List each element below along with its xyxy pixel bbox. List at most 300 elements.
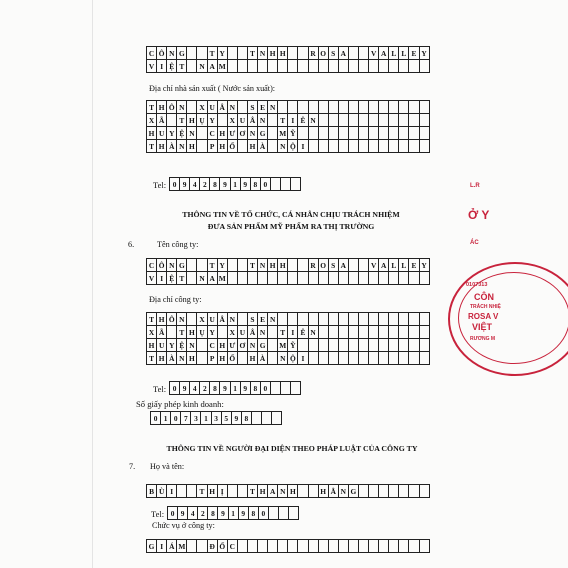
legal-rep-position-label: Chức vụ ở công ty: <box>152 521 215 530</box>
letter-box <box>319 352 329 365</box>
letter-box: H <box>218 352 228 365</box>
letter-box: 9 <box>220 178 230 191</box>
letter-box <box>409 339 419 352</box>
letter-box <box>319 114 329 127</box>
letter-box: 0 <box>261 178 271 191</box>
letter-box <box>359 127 369 140</box>
letter-box: T <box>248 47 258 60</box>
letter-box <box>349 60 359 73</box>
letter-box <box>420 326 430 339</box>
letter-box <box>359 60 369 73</box>
letter-box: 8 <box>242 412 252 425</box>
letter-box <box>359 326 369 339</box>
stamp-fragment-truong: RƯƠNG M <box>470 336 496 342</box>
letter-box: A <box>208 60 218 73</box>
letter-box: V <box>147 272 157 285</box>
letter-box: N <box>268 313 278 326</box>
letter-box <box>420 272 430 285</box>
letter-box <box>399 101 409 114</box>
letter-box <box>309 540 319 553</box>
letter-box <box>309 140 319 153</box>
letter-box <box>409 485 419 498</box>
grid-row <box>147 259 430 272</box>
grid-row <box>147 127 430 140</box>
letter-box <box>409 127 419 140</box>
letter-box <box>298 540 308 553</box>
legal-rep-item-number: 7. <box>129 462 136 471</box>
letter-box: Y <box>208 114 218 127</box>
letter-box <box>420 352 430 365</box>
letter-box <box>389 313 399 326</box>
letter-box <box>291 382 301 395</box>
letter-box: N <box>309 326 319 339</box>
manufacturer-address-grid <box>146 100 430 153</box>
letter-box: Ã <box>157 326 167 339</box>
distributor-address-label: Địa chỉ công ty: <box>149 295 202 304</box>
letter-box: L <box>399 259 409 272</box>
letter-box <box>187 47 197 60</box>
letter-box: M <box>218 60 228 73</box>
letter-box <box>268 326 278 339</box>
legal-rep-tel-grid <box>167 506 299 520</box>
letter-box <box>389 140 399 153</box>
letter-box: 2 <box>198 507 208 520</box>
letter-box: Y <box>208 326 218 339</box>
letter-box: O <box>319 47 329 60</box>
letter-box <box>359 101 369 114</box>
letter-box: E <box>258 313 268 326</box>
letter-box <box>238 47 248 60</box>
letter-box: 2 <box>200 382 210 395</box>
letter-box: Ố <box>228 352 238 365</box>
letter-box <box>309 127 319 140</box>
letter-box <box>379 114 389 127</box>
letter-box <box>272 412 282 425</box>
letter-box: Ố <box>218 540 228 553</box>
letter-box: N <box>197 272 207 285</box>
letter-box <box>268 114 278 127</box>
letter-box: U <box>208 313 218 326</box>
letter-box <box>359 352 369 365</box>
letter-box <box>349 114 359 127</box>
grid-row <box>147 47 430 60</box>
letter-box: C <box>147 47 157 60</box>
letter-box <box>238 60 248 73</box>
letter-box <box>379 272 389 285</box>
letter-box <box>420 127 430 140</box>
distributor-item-number: 6. <box>128 240 135 249</box>
letter-box <box>187 485 197 498</box>
letter-box <box>399 540 409 553</box>
letter-box: M <box>177 540 187 553</box>
letter-box: 0 <box>168 507 178 520</box>
letter-box <box>329 540 339 553</box>
letter-box <box>389 114 399 127</box>
letter-box <box>359 114 369 127</box>
letter-box: B <box>147 485 157 498</box>
letter-box <box>329 326 339 339</box>
distributor-name-grid <box>146 258 430 285</box>
letter-box <box>298 339 308 352</box>
letter-box <box>197 540 207 553</box>
letter-box: À <box>258 140 268 153</box>
letter-box: H <box>187 140 197 153</box>
letter-box: N <box>187 339 197 352</box>
stamp-fragment-number: 0107313 <box>466 282 488 288</box>
letter-box: Â <box>218 313 228 326</box>
letter-box: V <box>369 47 379 60</box>
letter-box: T <box>278 114 288 127</box>
letter-box <box>269 507 279 520</box>
letter-box: 9 <box>220 382 230 395</box>
letter-box: 9 <box>180 178 190 191</box>
letter-box <box>268 540 278 553</box>
letter-box <box>238 140 248 153</box>
letter-box: 8 <box>208 507 218 520</box>
letter-box <box>329 313 339 326</box>
letter-box: 1 <box>201 412 211 425</box>
letter-box: N <box>248 127 258 140</box>
letter-box <box>379 313 389 326</box>
letter-box: Ư <box>228 127 238 140</box>
letter-box: N <box>228 313 238 326</box>
letter-box: N <box>187 127 197 140</box>
letter-box: Ộ <box>288 352 298 365</box>
letter-box: 8 <box>251 382 261 395</box>
letter-box: U <box>238 114 248 127</box>
letter-box <box>167 326 177 339</box>
legal-rep-name-label: Họ và tên: <box>150 462 185 471</box>
letter-box: I <box>157 272 167 285</box>
letter-box <box>298 313 308 326</box>
letter-box <box>379 127 389 140</box>
letter-box <box>271 178 281 191</box>
letter-box: N <box>339 485 349 498</box>
letter-box <box>369 272 379 285</box>
letter-box <box>197 140 207 153</box>
letter-box <box>389 485 399 498</box>
letter-box <box>288 101 298 114</box>
letter-box: N <box>258 47 268 60</box>
letter-box: Â <box>248 114 258 127</box>
letter-box <box>349 352 359 365</box>
letter-box <box>409 114 419 127</box>
grid-row <box>170 382 301 395</box>
letter-box: 5 <box>222 412 232 425</box>
manufacturer-tel-grid <box>169 177 301 191</box>
letter-box <box>420 140 430 153</box>
letter-box <box>349 101 359 114</box>
letter-box: I <box>167 485 177 498</box>
letter-box <box>399 352 409 365</box>
letter-box <box>349 272 359 285</box>
letter-box <box>339 114 349 127</box>
letter-box: H <box>288 485 298 498</box>
letter-box <box>167 114 177 127</box>
legal-rep-tel-label: Tel: <box>151 509 165 519</box>
letter-box: Ỹ <box>288 127 298 140</box>
letter-box: 7 <box>181 412 191 425</box>
letter-box <box>399 485 409 498</box>
letter-box: U <box>157 127 167 140</box>
letter-box <box>238 485 248 498</box>
stamp-fragment-ac: ÁC <box>470 240 479 246</box>
letter-box: N <box>177 352 187 365</box>
grid-row <box>147 140 430 153</box>
letter-box <box>349 326 359 339</box>
letter-box <box>268 140 278 153</box>
letter-box <box>238 101 248 114</box>
letter-box <box>268 60 278 73</box>
stamp-fragment-con: CÔN <box>474 292 494 302</box>
grid-row <box>147 352 430 365</box>
letter-box <box>187 60 197 73</box>
letter-box: T <box>147 313 157 326</box>
letter-box <box>339 352 349 365</box>
letter-box: H <box>218 127 228 140</box>
letter-box <box>278 101 288 114</box>
letter-box <box>262 412 272 425</box>
letter-box <box>389 326 399 339</box>
letter-box: G <box>258 127 268 140</box>
letter-box: H <box>147 127 157 140</box>
letter-box: 1 <box>231 178 241 191</box>
letter-box: H <box>157 352 167 365</box>
legal-rep-position-grid <box>146 539 430 553</box>
distributor-heading-line1: THÔNG TIN VỀ TỔ CHỨC, CÁ NHÂN CHỊU TRÁCH NHIỆM <box>182 210 400 219</box>
letter-box: 8 <box>210 382 220 395</box>
letter-box: 9 <box>178 507 188 520</box>
letter-box: 8 <box>249 507 259 520</box>
letter-box <box>329 140 339 153</box>
letter-box: N <box>278 485 288 498</box>
letter-box <box>268 272 278 285</box>
letter-box: 4 <box>190 178 200 191</box>
letter-box <box>288 313 298 326</box>
letter-box: H <box>157 101 167 114</box>
letter-box <box>298 47 308 60</box>
letter-box: Á <box>167 540 177 553</box>
letter-box: N <box>278 140 288 153</box>
letter-box <box>409 540 419 553</box>
letter-box: 1 <box>231 382 241 395</box>
letter-box: Ệ <box>167 272 177 285</box>
letter-box: Y <box>420 259 430 272</box>
letter-box <box>291 178 301 191</box>
letter-box: Ộ <box>288 140 298 153</box>
letter-box <box>339 101 349 114</box>
letter-box: 0 <box>170 178 180 191</box>
letter-box <box>319 101 329 114</box>
business-license-grid <box>150 411 282 425</box>
letter-box <box>399 313 409 326</box>
letter-box <box>309 272 319 285</box>
letter-box: 8 <box>251 178 261 191</box>
letter-box <box>409 313 419 326</box>
letter-box <box>197 352 207 365</box>
letter-box: U <box>238 326 248 339</box>
letter-box <box>278 540 288 553</box>
letter-box: P <box>208 140 218 153</box>
letter-box: H <box>218 339 228 352</box>
letter-box <box>248 540 258 553</box>
letter-box: Ỹ <box>288 339 298 352</box>
letter-box: I <box>298 140 308 153</box>
letter-box: Ệ <box>177 127 187 140</box>
letter-box: S <box>329 47 339 60</box>
letter-box: H <box>248 352 258 365</box>
letter-box <box>369 540 379 553</box>
grid-row <box>147 485 430 498</box>
letter-box: U <box>157 339 167 352</box>
letter-box: N <box>268 101 278 114</box>
letter-box: A <box>339 47 349 60</box>
letter-box: X <box>228 326 238 339</box>
letter-box <box>329 114 339 127</box>
letter-box <box>359 259 369 272</box>
letter-box <box>187 272 197 285</box>
letter-box: À <box>167 140 177 153</box>
letter-box: S <box>248 101 258 114</box>
letter-box: V <box>147 60 157 73</box>
grid-row <box>147 272 430 285</box>
letter-box: C <box>147 259 157 272</box>
letter-box <box>420 540 430 553</box>
letter-box <box>379 485 389 498</box>
letter-box: N <box>258 259 268 272</box>
letter-box <box>369 60 379 73</box>
letter-box: I <box>157 540 167 553</box>
letter-box <box>281 382 291 395</box>
letter-box: I <box>298 352 308 365</box>
letter-box <box>298 272 308 285</box>
page-fold-line <box>92 0 93 568</box>
letter-box: Y <box>167 127 177 140</box>
grid-row <box>147 101 430 114</box>
letter-box <box>349 140 359 153</box>
letter-box: N <box>258 326 268 339</box>
letter-box <box>339 540 349 553</box>
letter-box: P <box>208 352 218 365</box>
letter-box <box>399 339 409 352</box>
letter-box <box>197 47 207 60</box>
letter-box: T <box>248 485 258 498</box>
distributor-tel-grid <box>169 381 301 395</box>
letter-box: A <box>208 272 218 285</box>
letter-box <box>399 272 409 285</box>
letter-box: Ê <box>298 326 308 339</box>
letter-box: I <box>288 326 298 339</box>
letter-box <box>379 540 389 553</box>
letter-box: Ụ <box>197 326 207 339</box>
letter-box <box>359 140 369 153</box>
letter-box <box>319 272 329 285</box>
letter-box <box>399 127 409 140</box>
letter-box <box>339 272 349 285</box>
letter-box: N <box>258 114 268 127</box>
letter-box: X <box>147 114 157 127</box>
letter-box <box>349 47 359 60</box>
letter-box <box>420 114 430 127</box>
letter-box: H <box>278 259 288 272</box>
letter-box <box>309 339 319 352</box>
letter-box <box>389 339 399 352</box>
grid-row <box>147 114 430 127</box>
stamp-fragment-viet: VIỆT <box>472 322 493 332</box>
letter-box: M <box>278 127 288 140</box>
letter-box: S <box>248 313 258 326</box>
stamp-fragment-trach: TRÁCH NHIỆ <box>470 304 501 310</box>
letter-box: 1 <box>229 507 239 520</box>
letter-box <box>278 272 288 285</box>
letter-box <box>197 127 207 140</box>
letter-box: N <box>167 259 177 272</box>
letter-box: T <box>208 259 218 272</box>
letter-box <box>379 339 389 352</box>
letter-box: N <box>309 114 319 127</box>
letter-box <box>369 485 379 498</box>
letter-box: T <box>147 352 157 365</box>
letter-box: G <box>349 485 359 498</box>
letter-box <box>288 540 298 553</box>
letter-box: N <box>177 101 187 114</box>
letter-box <box>420 339 430 352</box>
letter-box: I <box>288 114 298 127</box>
letter-box: 9 <box>232 412 242 425</box>
stamp-fragment-top: L.R <box>470 183 480 189</box>
letter-box <box>309 352 319 365</box>
letter-box: Ư <box>228 339 238 352</box>
letter-box: Â <box>248 326 258 339</box>
letter-box <box>319 339 329 352</box>
grid-row <box>147 339 430 352</box>
letter-box: 0 <box>259 507 269 520</box>
letter-box <box>258 60 268 73</box>
letter-box <box>298 101 308 114</box>
manufacturer-address-label: Địa chỉ nhà sản xuất ( Nước sản xuất): <box>149 84 276 93</box>
letter-box: T <box>177 60 187 73</box>
letter-box <box>349 259 359 272</box>
letter-box <box>278 313 288 326</box>
letter-box <box>399 60 409 73</box>
letter-box <box>271 382 281 395</box>
letter-box: V <box>369 259 379 272</box>
letter-box <box>268 352 278 365</box>
letter-box <box>339 313 349 326</box>
letter-box <box>349 127 359 140</box>
letter-box: N <box>228 101 238 114</box>
letter-box: M <box>218 272 228 285</box>
letter-box <box>349 339 359 352</box>
business-license-label: Số giấy phép kinh doanh: <box>136 399 224 409</box>
letter-box <box>349 540 359 553</box>
letter-box: S <box>329 259 339 272</box>
letter-box: 3 <box>212 412 222 425</box>
letter-box: N <box>278 352 288 365</box>
letter-box: H <box>187 326 197 339</box>
letter-box <box>379 352 389 365</box>
letter-box: H <box>268 47 278 60</box>
letter-box: Ê <box>298 114 308 127</box>
letter-box: Ệ <box>177 339 187 352</box>
letter-box: X <box>147 326 157 339</box>
letter-box: H <box>268 259 278 272</box>
letter-box <box>329 339 339 352</box>
letter-box <box>339 140 349 153</box>
grid-row <box>147 326 430 339</box>
letter-box: C <box>208 339 218 352</box>
letter-box: 1 <box>161 412 171 425</box>
